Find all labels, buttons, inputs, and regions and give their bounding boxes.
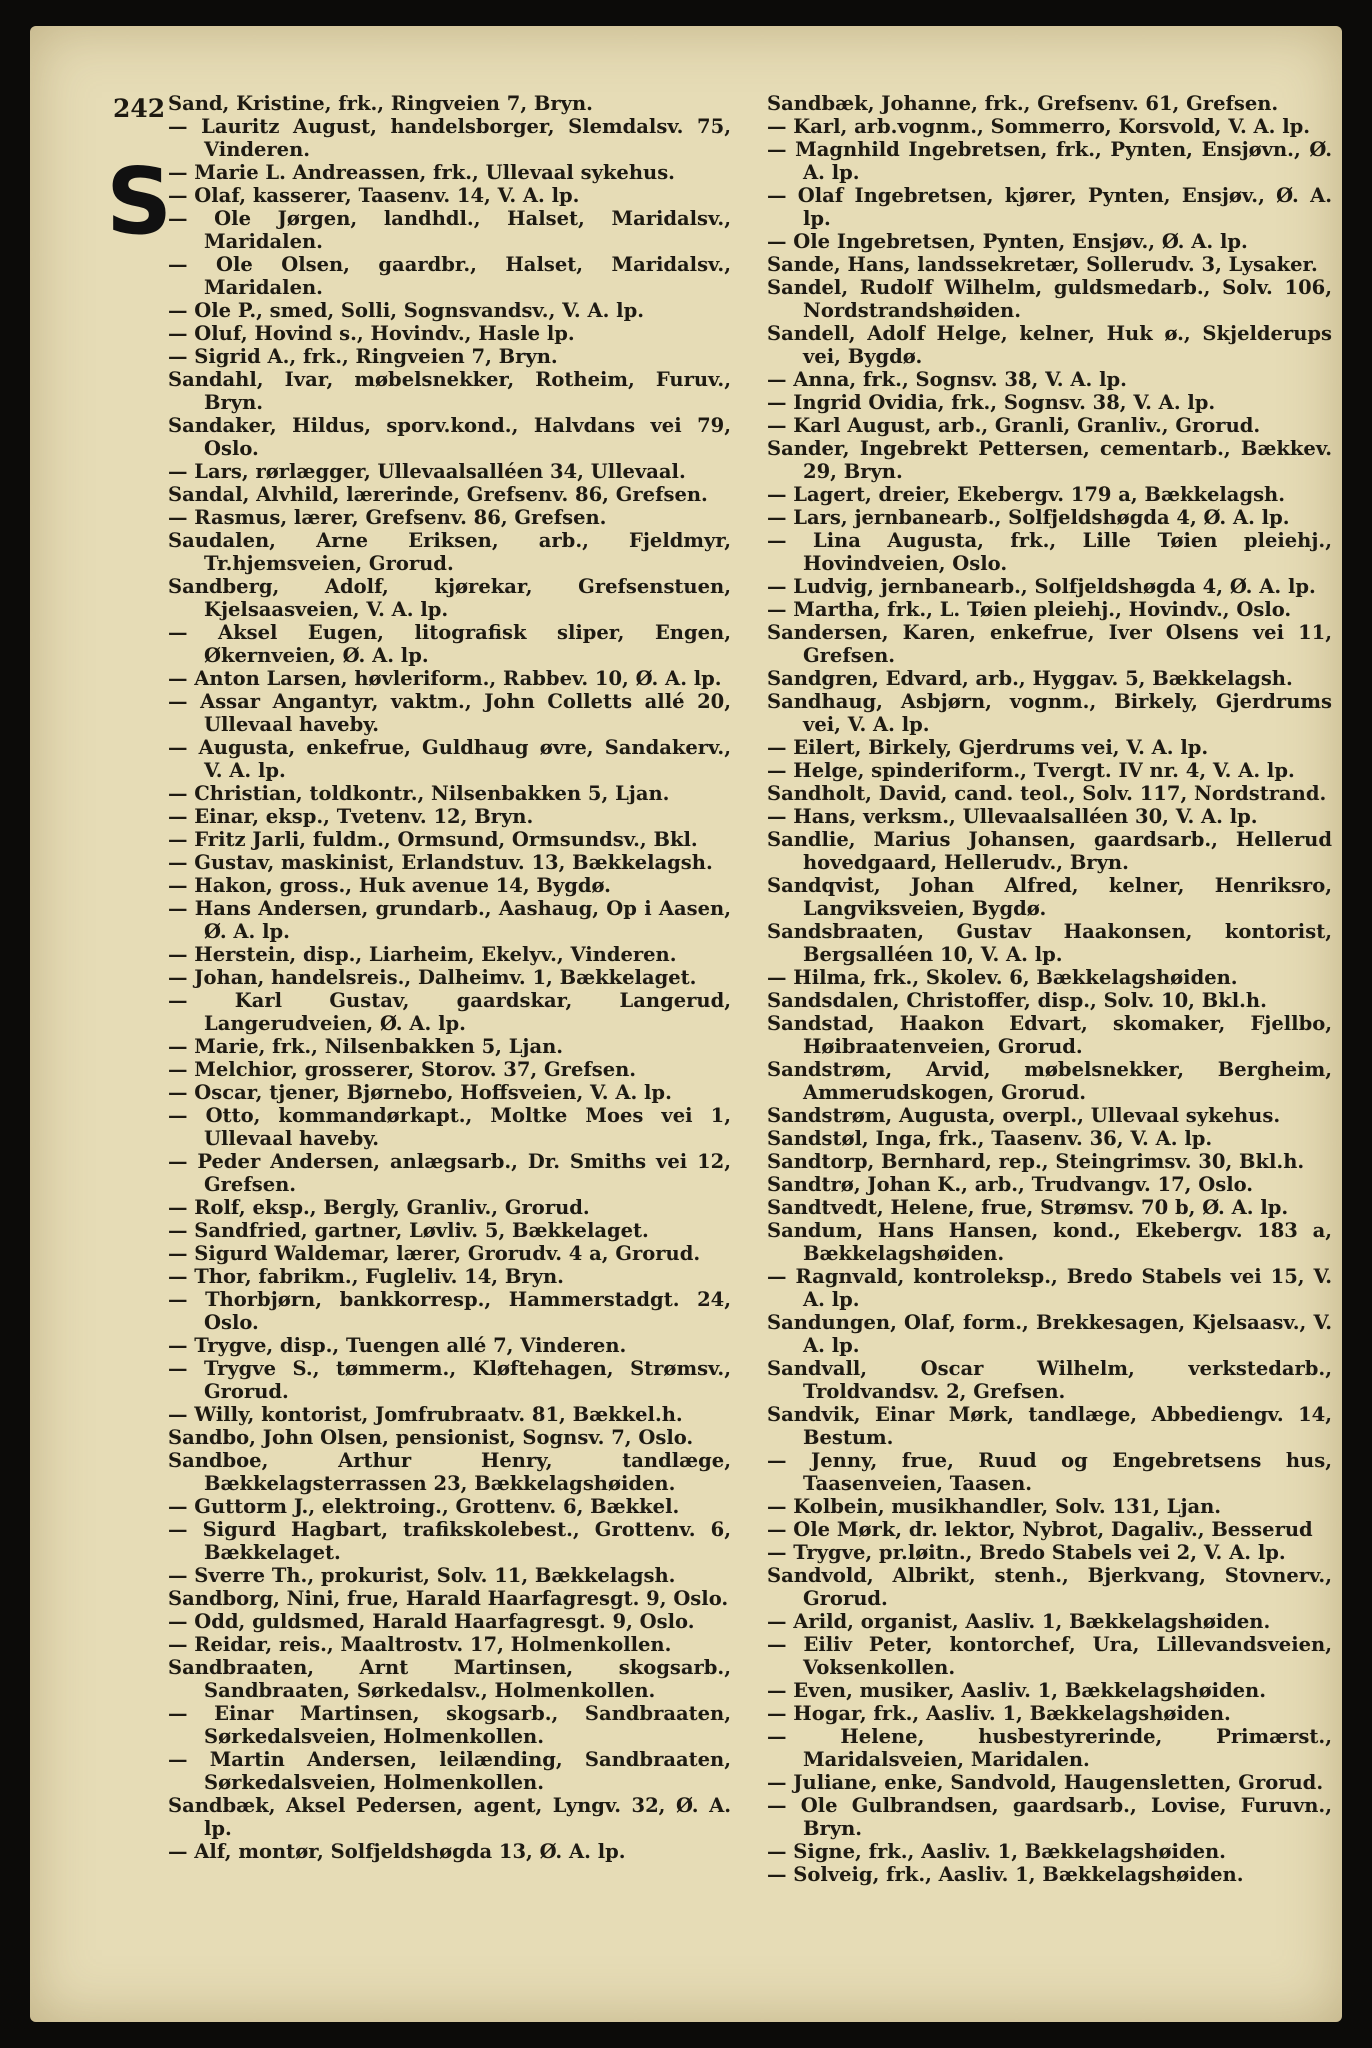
- directory-entry: — Hogar, frk., Aasliv. 1, Bækkelagshøiden.: [767, 1702, 1231, 1725]
- directory-entry: Sandaker, Hildus, sporv.kond., Halvdans vei 79, Oslo.: [168, 414, 731, 460]
- right-column: [767, 92, 1332, 1886]
- directory-entry: Sandell, Adolf Helge, kelner, Huk ø., Skjelderups vei, Bygdø.: [767, 322, 1332, 368]
- directory-entry: — Reidar, reis., Maaltrostv. 17, Holmenkollen.: [168, 1633, 672, 1656]
- directory-entry: — Einar, eksp., Tvetenv. 12, Bryn.: [168, 805, 534, 828]
- directory-entry: Sandersen, Karen, enkefrue, Iver Olsens vei 11, Grefsen.: [767, 621, 1332, 667]
- directory-entry: — Ole Olsen, gaardbr., Halset, Maridalsv., Maridalen.: [168, 253, 731, 299]
- directory-entry: Sandtrø, Johan K., arb., Trudvangv. 17, Oslo.: [767, 1173, 1254, 1196]
- directory-entry: Sandstøl, Inga, frk., Taasenv. 36, V. A. lp.: [767, 1127, 1213, 1150]
- directory-entry: Sandgren, Edvard, arb., Hyggav. 5, Bækkelagsh.: [767, 667, 1293, 690]
- directory-entry: Sandvold, Albrikt, stenh., Bjerkvang, Stovnerv., Grorud.: [767, 1564, 1332, 1610]
- directory-entry: — Thorbjørn, bankkorresp., Hammerstadgt. 24, Oslo.: [168, 1288, 731, 1334]
- directory-entry: — Magnhild Ingebretsen, frk., Pynten, Ensjøvn., Ø. A. lp.: [767, 138, 1332, 184]
- directory-entry: — Aksel Eugen, litografisk sliper, Engen, Økernveien, Ø. A. lp.: [168, 621, 731, 667]
- directory-entry: Sandvik, Einar Mørk, tandlæge, Abbediengv. 14, Bestum.: [767, 1403, 1332, 1449]
- directory-entry: Sandtorp, Bernhard, rep., Steingrimsv. 30, Bkl.h.: [767, 1150, 1305, 1173]
- directory-entry: — Even, musiker, Aasliv. 1, Bækkelagshøiden.: [767, 1679, 1267, 1702]
- directory-entry: Sand, Kristine, frk., Ringveien 7, Bryn.: [168, 92, 593, 115]
- directory-entry: Sandberg, Adolf, kjørekar, Grefsenstuen, Kjelsaasveien, V. A. lp.: [168, 575, 731, 621]
- directory-entry: Sandborg, Nini, frue, Harald Haarfagresgt. 9, Oslo.: [168, 1587, 729, 1610]
- directory-entry: Sandlie, Marius Johansen, gaardsarb., Hellerud hovedgaard, Hellerudv., Bryn.: [767, 828, 1332, 874]
- directory-entry: — Martha, frk., L. Tøien pleiehj., Hovindv., Oslo.: [767, 598, 1292, 621]
- directory-entry: Sandhaug, Asbjørn, vognm., Birkely, Gjerdrums vei, V. A. lp.: [767, 690, 1332, 736]
- directory-entry: Sandum, Hans Hansen, kond., Ekebergv. 183 a, Bækkelagshøiden.: [767, 1219, 1332, 1265]
- directory-entry: — Sandfried, gartner, Løvliv. 5, Bækkelaget.: [168, 1219, 649, 1242]
- directory-entry: Saudalen, Arne Eriksen, arb., Fjeldmyr, Tr.hjemsveien, Grorud.: [168, 529, 731, 575]
- directory-entry: — Ole P., smed, Solli, Sognsvandsv., V. A. lp.: [168, 299, 645, 322]
- directory-entry: Sandstrøm, Arvid, møbelsnekker, Bergheim, Ammerudskogen, Grorud.: [767, 1058, 1332, 1104]
- directory-entry: — Kolbein, musikhandler, Solv. 131, Ljan.: [767, 1495, 1222, 1518]
- directory-entry: — Christian, toldkontr., Nilsenbakken 5, Ljan.: [168, 782, 670, 805]
- directory-entry: — Ole Jørgen, landhdl., Halset, Maridalsv., Maridalen.: [168, 207, 731, 253]
- directory-entry: — Sigurd Waldemar, lærer, Grorudv. 4 a, Grorud.: [168, 1242, 701, 1265]
- directory-entry: — Helene, husbestyrerinde, Primærst., Maridalsveien, Maridalen.: [767, 1725, 1332, 1771]
- directory-entry: Sandqvist, Johan Alfred, kelner, Henriksro, Langviksveien, Bygdø.: [767, 874, 1332, 920]
- directory-entry: — Johan, handelsreis., Dalheimv. 1, Bækkelaget.: [168, 966, 697, 989]
- directory-entry: Sandbæk, Johanne, frk., Grefsenv. 61, Grefsen.: [767, 92, 1279, 115]
- directory-entry: — Willy, kontorist, Jomfrubraatv. 81, Bækkel.h.: [168, 1403, 683, 1426]
- directory-entry: — Rolf, eksp., Bergly, Granliv., Grorud.: [168, 1196, 590, 1219]
- directory-entry: — Augusta, enkefrue, Guldhaug øvre, Sandakerv., V. A. lp.: [168, 736, 731, 782]
- directory-entry: — Ole Ingebretsen, Pynten, Ensjøv., Ø. A. lp.: [767, 230, 1248, 253]
- directory-entry: — Otto, kommandørkapt., Moltke Moes vei 1, Ullevaal haveby.: [168, 1104, 731, 1150]
- directory-entry: Sandbo, John Olsen, pensionist, Sognsv. 7, Oslo.: [168, 1426, 694, 1449]
- directory-entry: Sandungen, Olaf, form., Brekkesagen, Kjelsaasv., V. A. lp.: [767, 1311, 1332, 1357]
- directory-entry: Sandahl, Ivar, møbelsnekker, Rotheim, Furuv., Bryn.: [168, 368, 731, 414]
- directory-entry: — Alf, montør, Solfjeldshøgda 13, Ø. A. lp.: [168, 1840, 626, 1863]
- directory-entry: — Gustav, maskinist, Erlandstuv. 13, Bækkelagsh.: [168, 851, 713, 874]
- directory-entry: — Arild, organist, Aasliv. 1, Bækkelagshøiden.: [767, 1610, 1271, 1633]
- directory-entry: — Olaf Ingebretsen, kjører, Pynten, Ensjøv., Ø. A. lp.: [767, 184, 1332, 230]
- directory-entry: — Jenny, frue, Ruud og Engebretsens hus, Taasenveien, Taasen.: [767, 1449, 1332, 1495]
- directory-entry: — Marie L. Andreassen, frk., Ullevaal sykehus.: [168, 161, 675, 184]
- directory-entry: — Olaf, kasserer, Taasenv. 14, V. A. lp.: [168, 184, 580, 207]
- directory-entry: — Lars, rørlægger, Ullevaalsalléen 34, Ullevaal.: [168, 460, 686, 483]
- directory-entry: Sandsbraaten, Gustav Haakonsen, kontorist, Bergsalléen 10, V. A. lp.: [767, 920, 1332, 966]
- directory-entry: — Anna, frk., Sognsv. 38, V. A. lp.: [767, 368, 1127, 391]
- directory-entry: — Marie, frk., Nilsenbakken 5, Ljan.: [168, 1035, 564, 1058]
- directory-entry: — Trygve, pr.løitn., Bredo Stabels vei 2, V. A. lp.: [767, 1541, 1286, 1564]
- directory-entry: Sander, Ingebrekt Pettersen, cementarb., Bækkev. 29, Bryn.: [767, 437, 1332, 483]
- directory-entry: — Sigrid A., frk., Ringveien 7, Bryn.: [168, 345, 558, 368]
- page-number: 242: [113, 94, 166, 123]
- directory-entry: Sandstad, Haakon Edvart, skomaker, Fjellbo, Høibraatenveien, Grorud.: [767, 1012, 1332, 1058]
- left-column: [168, 92, 731, 1863]
- directory-entry: — Oluf, Hovind s., Hovindv., Hasle lp.: [168, 322, 575, 345]
- directory-entry: Sandal, Alvhild, lærerinde, Grefsenv. 86, Grefsen.: [168, 483, 708, 506]
- directory-entry: — Hakon, gross., Huk avenue 14, Bygdø.: [168, 874, 611, 897]
- directory-entry: — Rasmus, lærer, Grefsenv. 86, Grefsen.: [168, 506, 607, 529]
- directory-entry: — Einar Martinsen, skogsarb., Sandbraaten, Sørkedalsveien, Holmenkollen.: [168, 1702, 731, 1748]
- directory-entry: Sande, Hans, landssekretær, Sollerudv. 3, Lysaker.: [767, 253, 1318, 276]
- directory-entry: Sandsdalen, Christoffer, disp., Solv. 10, Bkl.h.: [767, 989, 1267, 1012]
- directory-entry: — Melchior, grosserer, Storov. 37, Grefsen.: [168, 1058, 637, 1081]
- directory-entry: — Oscar, tjener, Bjørnebo, Hoffsveien, V. A. lp.: [168, 1081, 672, 1104]
- directory-entry: — Signe, frk., Aasliv. 1, Bækkelagshøiden.: [767, 1840, 1226, 1863]
- directory-entry: — Ingrid Ovidia, frk., Sognsv. 38, V. A. lp.: [767, 391, 1216, 414]
- directory-entry: — Hans Andersen, grundarb., Aashaug, Op i Aasen, Ø. A. lp.: [168, 897, 731, 943]
- directory-entry: — Eilert, Birkely, Gjerdrums vei, V. A. lp.: [767, 736, 1209, 759]
- directory-entry: — Sigurd Hagbart, trafikskolebest., Grottenv. 6, Bækkelaget.: [168, 1518, 731, 1564]
- directory-entry: — Fritz Jarli, fuldm., Ormsund, Ormsundsv., Bkl.: [168, 828, 698, 851]
- directory-entry: — Martin Andersen, leilænding, Sandbraaten, Sørkedalsveien, Holmenkollen.: [168, 1748, 731, 1794]
- directory-entry: Sandholt, David, cand. teol., Solv. 117, Nordstrand.: [767, 782, 1327, 805]
- directory-entry: — Assar Angantyr, vaktm., John Colletts allé 20, Ullevaal haveby.: [168, 690, 731, 736]
- directory-entry: Sandel, Rudolf Wilhelm, guldsmedarb., Solv. 106, Nordstrandshøiden.: [767, 276, 1332, 322]
- directory-entry: Sandstrøm, Augusta, overpl., Ullevaal sykehus.: [767, 1104, 1281, 1127]
- directory-entry: — Lina Augusta, frk., Lille Tøien pleiehj., Hovindveien, Oslo.: [767, 529, 1332, 575]
- directory-entry: — Lauritz August, handelsborger, Slemdalsv. 75, Vinderen.: [168, 115, 731, 161]
- directory-entry: Sandbraaten, Arnt Martinsen, skogsarb., Sandbraaten, Sørkedalsv., Holmenkollen.: [168, 1656, 731, 1702]
- directory-entry: — Ole Mørk, dr. lektor, Nybrot, Dagaliv., Besserud: [767, 1518, 1313, 1541]
- directory-entry: — Anton Larsen, høvleriform., Rabbev. 10, Ø. A. lp.: [168, 667, 722, 690]
- directory-entry: — Lars, jernbanearb., Solfjeldshøgda 4, Ø. A. lp.: [767, 506, 1290, 529]
- directory-entry: — Herstein, disp., Liarheim, Ekelyv., Vinderen.: [168, 943, 677, 966]
- directory-entry: — Sverre Th., prokurist, Solv. 11, Bækkelagsh.: [168, 1564, 676, 1587]
- directory-entry: Sandvall, Oscar Wilhelm, verkstedarb., Troldvandsv. 2, Grefsen.: [767, 1357, 1332, 1403]
- directory-entry: — Guttorm J., elektroing., Grottenv. 6, Bækkel.: [168, 1495, 680, 1518]
- directory-entry: — Karl, arb.vognm., Sommerro, Korsvold, V. A. lp.: [767, 115, 1311, 138]
- directory-entry: — Karl August, arb., Granli, Granliv., Grorud.: [767, 414, 1261, 437]
- directory-entry: — Solveig, frk., Aasliv. 1, Bækkelagshøiden.: [767, 1863, 1244, 1886]
- directory-entry: — Trygve, disp., Tuengen allé 7, Vinderen.: [168, 1334, 627, 1357]
- directory-entry: — Hilma, frk., Skolev. 6, Bækkelagshøiden.: [767, 966, 1238, 989]
- directory-entry: — Peder Andersen, anlægsarb., Dr. Smiths vei 12, Grefsen.: [168, 1150, 731, 1196]
- directory-entry: — Ludvig, jernbanearb., Solfjeldshøgda 4, Ø. A. lp.: [767, 575, 1316, 598]
- directory-entry: — Ragnvald, kontroleksp., Bredo Stabels vei 15, V. A. lp.: [767, 1265, 1332, 1311]
- directory-entry: — Helge, spinderiform., Tvergt. IV nr. 4, V. A. lp.: [767, 759, 1295, 782]
- directory-entry: — Odd, guldsmed, Harald Haarfagresgt. 9, Oslo.: [168, 1610, 695, 1633]
- directory-entry: — Hans, verksm., Ullevaalsalléen 30, V. A. lp.: [767, 805, 1258, 828]
- directory-entry: — Eiliv Peter, kontorchef, Ura, Lillevandsveien, Voksenkollen.: [767, 1633, 1332, 1679]
- directory-entry: — Lagert, dreier, Ekebergv. 179 a, Bækkelagsh.: [767, 483, 1286, 506]
- directory-entry: Sandboe, Arthur Henry, tandlæge, Bækkelagsterrassen 23, Bækkelagshøiden.: [168, 1449, 731, 1495]
- directory-entry: — Juliane, enke, Sandvold, Haugensletten, Grorud.: [767, 1771, 1324, 1794]
- section-letter: S: [106, 148, 173, 255]
- directory-entry: — Ole Gulbrandsen, gaardsarb., Lovise, Furuvn., Bryn.: [767, 1794, 1332, 1840]
- directory-entry: Sandbæk, Aksel Pedersen, agent, Lyngv. 32, Ø. A. lp.: [168, 1794, 731, 1840]
- directory-entry: — Thor, fabrikm., Fugleliv. 14, Bryn.: [168, 1265, 564, 1288]
- directory-entry: — Karl Gustav, gaardskar, Langerud, Langerudveien, Ø. A. lp.: [168, 989, 731, 1035]
- directory-entry: Sandtvedt, Helene, frue, Strømsv. 70 b, Ø. A. lp.: [767, 1196, 1289, 1219]
- directory-entry: — Trygve S., tømmerm., Kløftehagen, Strømsv., Grorud.: [168, 1357, 731, 1403]
